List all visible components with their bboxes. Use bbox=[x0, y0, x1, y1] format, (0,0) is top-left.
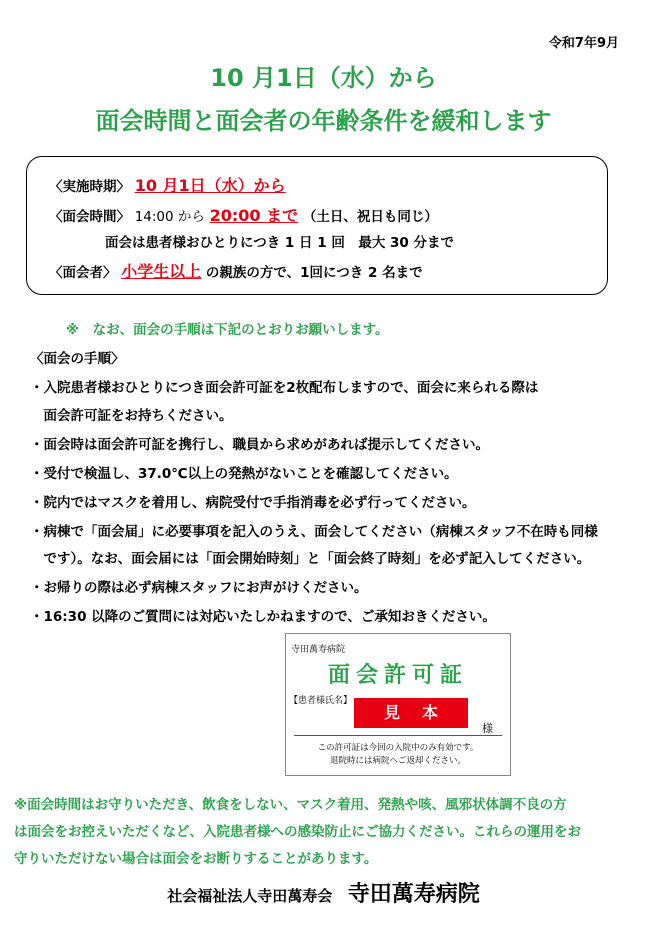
footer bbox=[0, 877, 647, 908]
permit-note bbox=[286, 742, 510, 768]
page-title-line1: 10 月1日（水）から bbox=[210, 64, 437, 92]
issue-date: 令和7年9月 bbox=[548, 36, 619, 51]
permit-hospital: 寺田萬寿病院 bbox=[291, 645, 346, 655]
procedure-item: ・16:30 以降のご質問には対応いたしかねますので、ご承知おきください。 bbox=[30, 609, 496, 625]
procedure-item: ・入院患者様おひとりにつき面会許可証を2枚配布しますので、面会に来られる際は bbox=[30, 380, 539, 396]
permit-note-line2: 退院時には病院へご返却ください。 bbox=[329, 756, 466, 766]
hours-end: 20:00 まで bbox=[209, 206, 299, 225]
hours-label: 〈面会時間〉 bbox=[49, 209, 130, 225]
hours-note: （土日、祝日も同じ） bbox=[302, 209, 438, 225]
hours-row bbox=[49, 203, 438, 226]
footer-organization: 社会福祉法人寺田萬寿会 bbox=[167, 887, 333, 905]
procedure-item: ・面会時は面会許可証を携行し、職員から求めがあれば提示してください。 bbox=[30, 437, 489, 453]
warning-line: ※面会時間はお守りいただき、飲食をしない、マスク着用、発熱や咳、風邪状体調不良の方 bbox=[14, 797, 567, 813]
procedure-heading: 〈面会の手順〉 bbox=[30, 351, 125, 367]
permit-title: 面会許可証 bbox=[327, 663, 468, 688]
page-title-line2: 面会時間と面会者の年齢条件を緩和します bbox=[95, 107, 552, 135]
period-row bbox=[49, 173, 286, 196]
permit-sample-badge: 見本 bbox=[354, 698, 468, 728]
procedure-item: です）。なお、面会届には「面会開始時刻」と「面会終了時刻」を必ず記入してください。 bbox=[30, 551, 591, 567]
period-value: 10 月1日（水）から bbox=[134, 176, 286, 195]
visitor-row bbox=[49, 259, 423, 282]
procedure-note: ※ なお、面会の手順は下記のとおりお願いします。 bbox=[66, 322, 389, 338]
hours-start: 14:00 から bbox=[134, 209, 205, 225]
summary-box bbox=[26, 156, 608, 295]
visitor-rest: の親族の方で、1回につき 2 名まで bbox=[205, 265, 423, 281]
permit-note-line1: この許可証は今回の入院中のみ有効です。 bbox=[317, 743, 479, 753]
procedure-item: ・院内ではマスクを着用し、病院受付で手指消毒を必ず行ってください。 bbox=[30, 495, 476, 511]
visitor-label: 〈面会者〉 bbox=[49, 265, 117, 281]
warning-line: は面会をお控えいただくなど、入院患者様への感染防止にご協力ください。これらの運用をお bbox=[14, 824, 581, 840]
period-label: 〈実施時期〉 bbox=[49, 179, 130, 195]
procedure-item: ・お帰りの際は必ず病棟スタッフにお声がけください。 bbox=[30, 580, 368, 596]
procedure-item: ・受付で検温し、37.0℃以上の発熱がないことを確認してください。 bbox=[30, 466, 458, 482]
permit-name-label: 【患者様氏名】 bbox=[289, 696, 353, 706]
permit-sama: 様 bbox=[482, 722, 493, 735]
permit-divider bbox=[294, 735, 502, 736]
warning-line: 守りいただけない場合は面会をお断りすることがあります。 bbox=[14, 851, 378, 867]
footer-hospital: 寺田萬寿病院 bbox=[347, 882, 480, 907]
frequency-row: 面会は患者様おひとりにつき 1 日 1 回 最大 30 分まで bbox=[105, 235, 455, 251]
visit-permit-sample bbox=[285, 633, 511, 776]
visitor-age: 小学生以上 bbox=[121, 262, 202, 281]
procedure-item: ・病棟で「面会届」に必要事項を記入のうえ、面会してください（病棟スタッフ不在時も同様 bbox=[30, 524, 598, 540]
procedure-item: 面会許可証をお持ちください。 bbox=[30, 408, 233, 424]
